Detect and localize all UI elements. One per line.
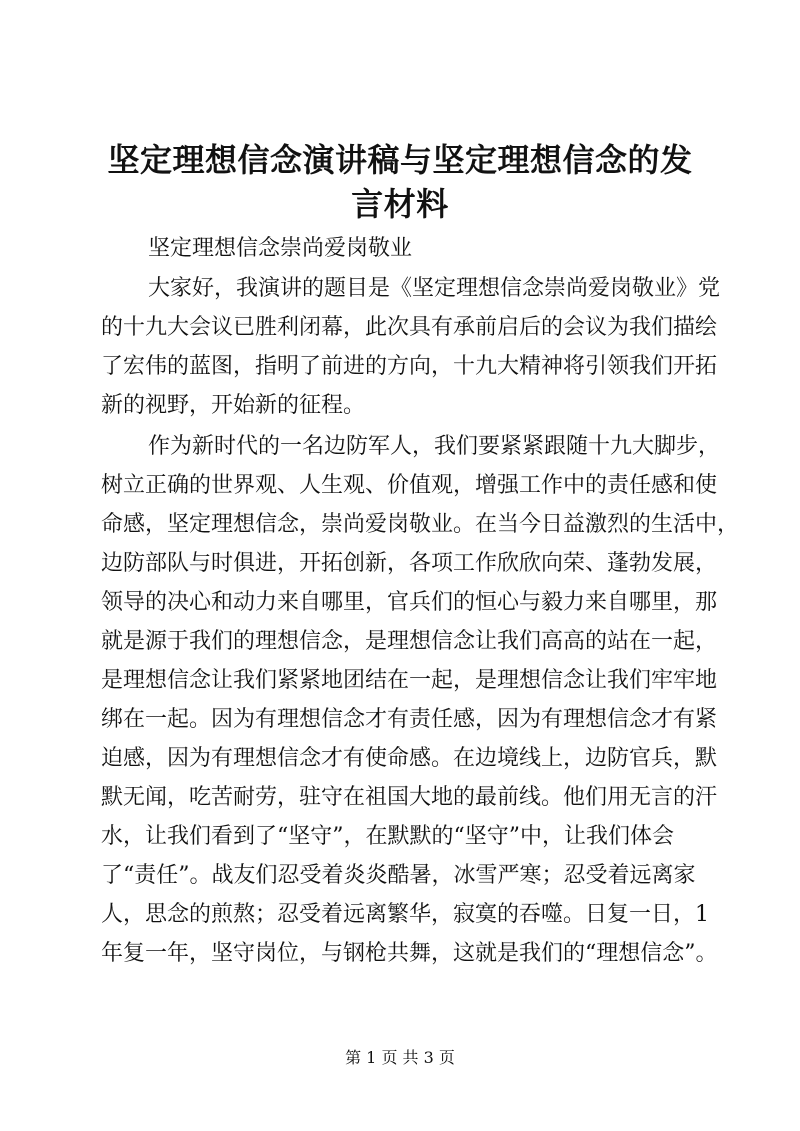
body-line-7: 命感，坚定理想信念，崇尚爱岗敬业。在当今日益激烈的生活中， bbox=[101, 512, 740, 537]
body-line-4: 新的视野，开始新的征程。 bbox=[101, 393, 366, 418]
document-subtitle: 坚定理想信念崇尚爱岗敬业 bbox=[148, 236, 413, 261]
document-title: 坚定理想信念演讲稿与坚定理想信念的发言材料 bbox=[107, 141, 693, 223]
body-line-5: 作为新时代的一名边防军人，我们要紧紧跟随十九大脚步， bbox=[148, 434, 721, 459]
body-line-12: 绑在一起。因为有理想信念才有责任感，因为有理想信念才有紧 bbox=[101, 707, 718, 732]
body-line-15: 水，让我们看到了“坚守”，在默默的“坚守”中，让我们体会 bbox=[101, 824, 674, 849]
body-line-9: 领导的决心和动力来自哪里，官兵们的恒心与毅力来自哪里，那 bbox=[101, 590, 718, 615]
body-line-13: 迫感，因为有理想信念才有使命感。在边境线上，边防官兵，默 bbox=[101, 746, 718, 771]
body-line-14: 默无闻，吃苦耐劳，驻守在祖国大地的最前线。他们用无言的汗 bbox=[101, 785, 718, 810]
body-line-2: 的十九大会议已胜利闭幕，此次具有承前启后的会议为我们描绘 bbox=[101, 315, 718, 340]
body-line-6: 树立正确的世界观、人生观、价值观，增强工作中的责任感和使 bbox=[101, 473, 718, 498]
body-line-8: 边防部队与时俱进，开拓创新，各项工作欣欣向荣、蓬勃发展， bbox=[101, 551, 718, 576]
body-line-3: 了宏伟的蓝图，指明了前进的方向，十九大精神将引领我们开拓 bbox=[101, 354, 718, 379]
body-line-18: 年复一年，坚守岗位，与钢枪共舞，这就是我们的“理想信念”。 bbox=[101, 941, 718, 966]
body-line-16: 了“责任”。战友们忍受着炎炎酷暑，冰雪严寒；忍受着远离家 bbox=[101, 863, 696, 888]
body-line-11: 是理想信念让我们紧紧地团结在一起，是理想信念让我们牢牢地 bbox=[101, 668, 718, 693]
body-line-10: 就是源于我们的理想信念，是理想信念让我们高高的站在一起， bbox=[101, 629, 718, 654]
body-line-1: 大家好，我演讲的题目是《坚定理想信念崇尚爱岗敬业》党 bbox=[148, 276, 721, 301]
body-line-17: 人，思念的煎熬；忍受着远离繁华，寂寞的吞噬。日复一日，1 bbox=[101, 902, 709, 927]
page-footer: 第 1 页 共 3 页 bbox=[345, 1048, 455, 1067]
